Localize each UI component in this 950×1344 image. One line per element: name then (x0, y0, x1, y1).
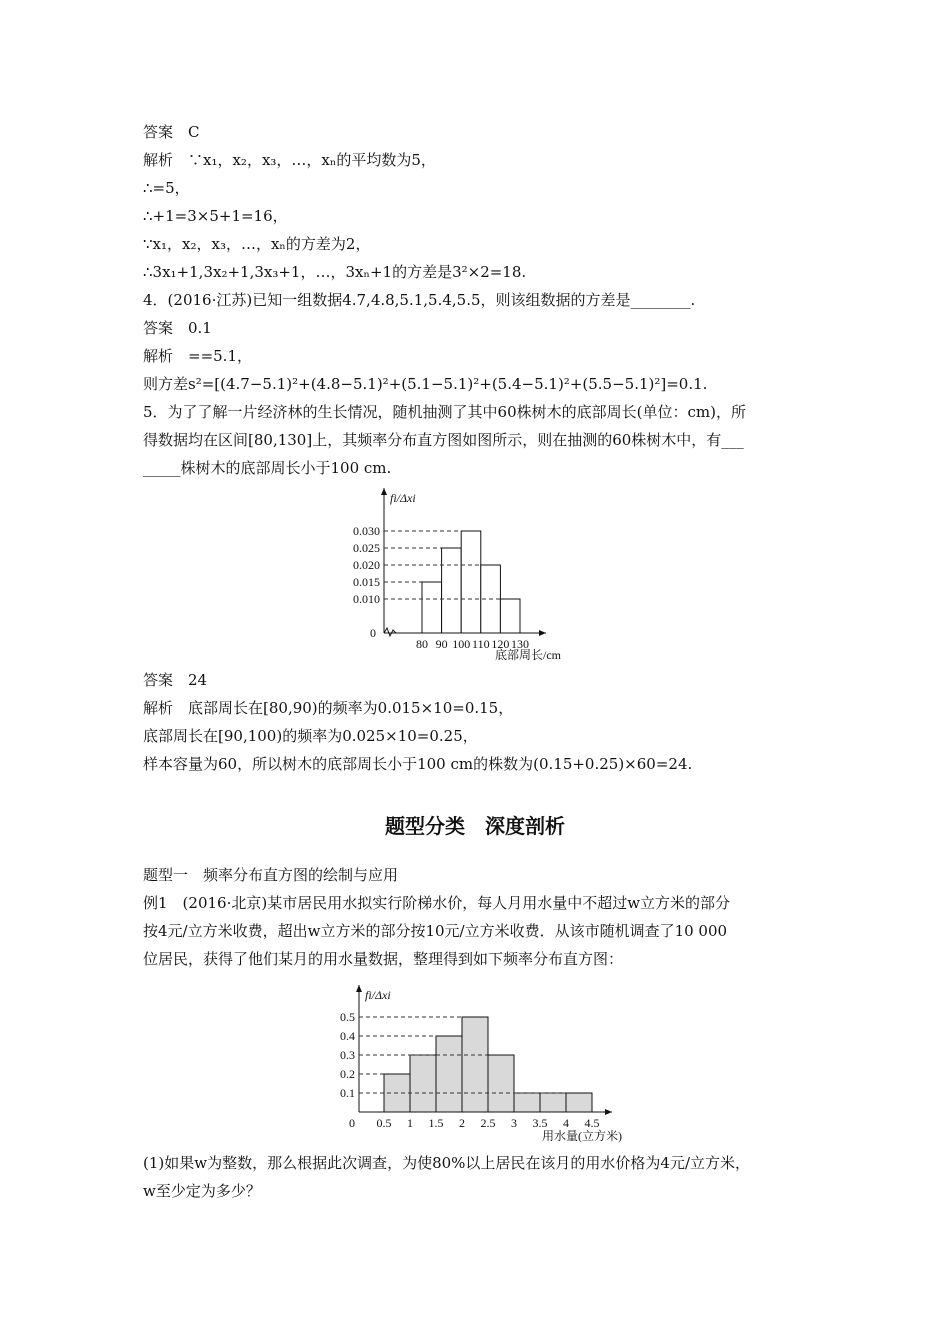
text-line: ∴+1=3×5+1=16， (143, 207, 288, 225)
y-tick-label: 0.010 (353, 592, 380, 606)
text-line: 解析 ==5.1， (143, 347, 252, 365)
text-line: ∵x₁，x₂，x₃，…，xₙ的方差为2， (143, 235, 371, 253)
x-axis-arrow (539, 630, 546, 636)
bar (488, 1055, 514, 1112)
bar (514, 1093, 540, 1112)
text-line: 样本容量为60，所以树木的底部周长小于100 cm的株数为(0.15+0.25)×60=24. (143, 755, 693, 773)
text-line: 答案 C (143, 123, 200, 141)
x-tick-label: 3.5 (532, 1116, 548, 1130)
text-line: 解析 ∵x₁，x₂，x₃，…，xₙ的平均数为5， (143, 151, 436, 169)
text-line: 解析 底部周长在[80,90)的频率为0.015×10=0.15， (143, 699, 514, 717)
bar (462, 1017, 488, 1112)
x-tick-label: 1.5 (428, 1116, 444, 1130)
text-line: 答案 24 (143, 671, 208, 689)
origin-label: 0 (370, 626, 376, 640)
x-tick-label: 0.5 (376, 1116, 392, 1130)
x-tick-label: 130 (511, 637, 529, 651)
text-line: (1)如果w为整数，那么根据此次调查，为使80%以上居民在该月的用水价格为4元/立方米， (143, 1154, 751, 1172)
x-tick-label: 4 (563, 1116, 569, 1130)
text-line: ∴3x₁+1,3x₂+1,3x₃+1，…，3xₙ+1的方差是3²×2=18. (143, 263, 527, 281)
bar (442, 548, 462, 633)
text-line: 例1 (2016·北京)某市居民用水拟实行阶梯水价，每人月用水量中不超过w立方米的部分 (143, 894, 731, 912)
bar (422, 582, 442, 633)
y-axis-label: fi/Δxi (365, 988, 391, 1002)
x-tick-label: 1 (407, 1116, 413, 1130)
x-tick-label: 80 (416, 637, 428, 651)
y-tick-label: 0.3 (340, 1048, 355, 1062)
x-tick-label: 2 (459, 1116, 465, 1130)
y-tick-label: 0.1 (340, 1086, 355, 1100)
bar (540, 1093, 566, 1112)
bar (410, 1055, 436, 1112)
origin-label: 0 (349, 1116, 355, 1130)
x-tick-label: 90 (435, 637, 448, 651)
bar (566, 1093, 592, 1112)
text-line: w至少定为多少？ (143, 1182, 261, 1200)
y-tick-label: 0.015 (353, 575, 380, 589)
text-line: 底部周长在[90,100)的频率为0.025×10=0.25， (143, 727, 478, 745)
text-line: 得数据均在区间[80,130]上，其频率分布直方图如图所示，则在抽测的60株树木中，有___ (143, 431, 744, 449)
y-tick-label: 0.020 (353, 558, 380, 572)
text-line: 位居民，获得了他们某月的用水量数据，整理得到如下频率分布直方图： (143, 950, 624, 968)
bar (436, 1036, 462, 1112)
axis-break-icon (384, 628, 396, 636)
y-tick-label: 0.2 (340, 1067, 355, 1081)
x-tick-label: 2.5 (480, 1116, 496, 1130)
y-tick-label: 0.5 (340, 1010, 355, 1024)
text-line: 4．(2016·江苏)已知一组数据4.7,4.8,5.1,5.4,5.5，则该组数据的方差是________. (143, 291, 696, 309)
y-tick-label: 0.025 (353, 541, 380, 555)
x-axis-label: 用水量(立方米) (542, 1129, 622, 1143)
text-line: 题型一 频率分布直方图的绘制与应用 (143, 866, 399, 884)
x-tick-label: 100 (452, 637, 471, 651)
text-line: ∴=5， (143, 179, 190, 197)
bar (461, 531, 481, 633)
text-line: 按4元/立方米收费，超出w立方米的部分按10元/立方米收费．从该市随机调查了10 000 (143, 922, 728, 940)
y-tick-label: 0.4 (340, 1029, 355, 1043)
x-tick-label: 3 (511, 1116, 517, 1130)
text-line: 则方差s²=[(4.7−5.1)²+(4.8−5.1)²+(5.1−5.1)²+(5.4−5.1)²+(5.5−5.1)²]=0.1. (143, 375, 708, 393)
y-axis-arrow (356, 985, 362, 992)
x-axis-arrow (605, 1109, 612, 1115)
x-tick-label: 120 (491, 637, 510, 651)
text-line: 5．为了了解一片经济林的生长情况，随机抽测了其中60株树木的底部周长(单位：cm)，所 (143, 403, 746, 421)
bar (500, 599, 520, 633)
section-title: 题型分类 深度剖析 (385, 814, 565, 838)
x-tick-label: 4.5 (584, 1116, 600, 1130)
text-line: 答案 0.1 (143, 319, 212, 337)
x-axis-label: 底部周长/cm (495, 648, 561, 662)
y-tick-label: 0.030 (353, 524, 380, 538)
text-line: _____株树木的底部周长小于100 cm. (143, 459, 392, 477)
y-axis-label: fi/Δxi (390, 491, 416, 505)
x-tick-label: 110 (472, 637, 490, 651)
y-axis-arrow (381, 488, 387, 495)
